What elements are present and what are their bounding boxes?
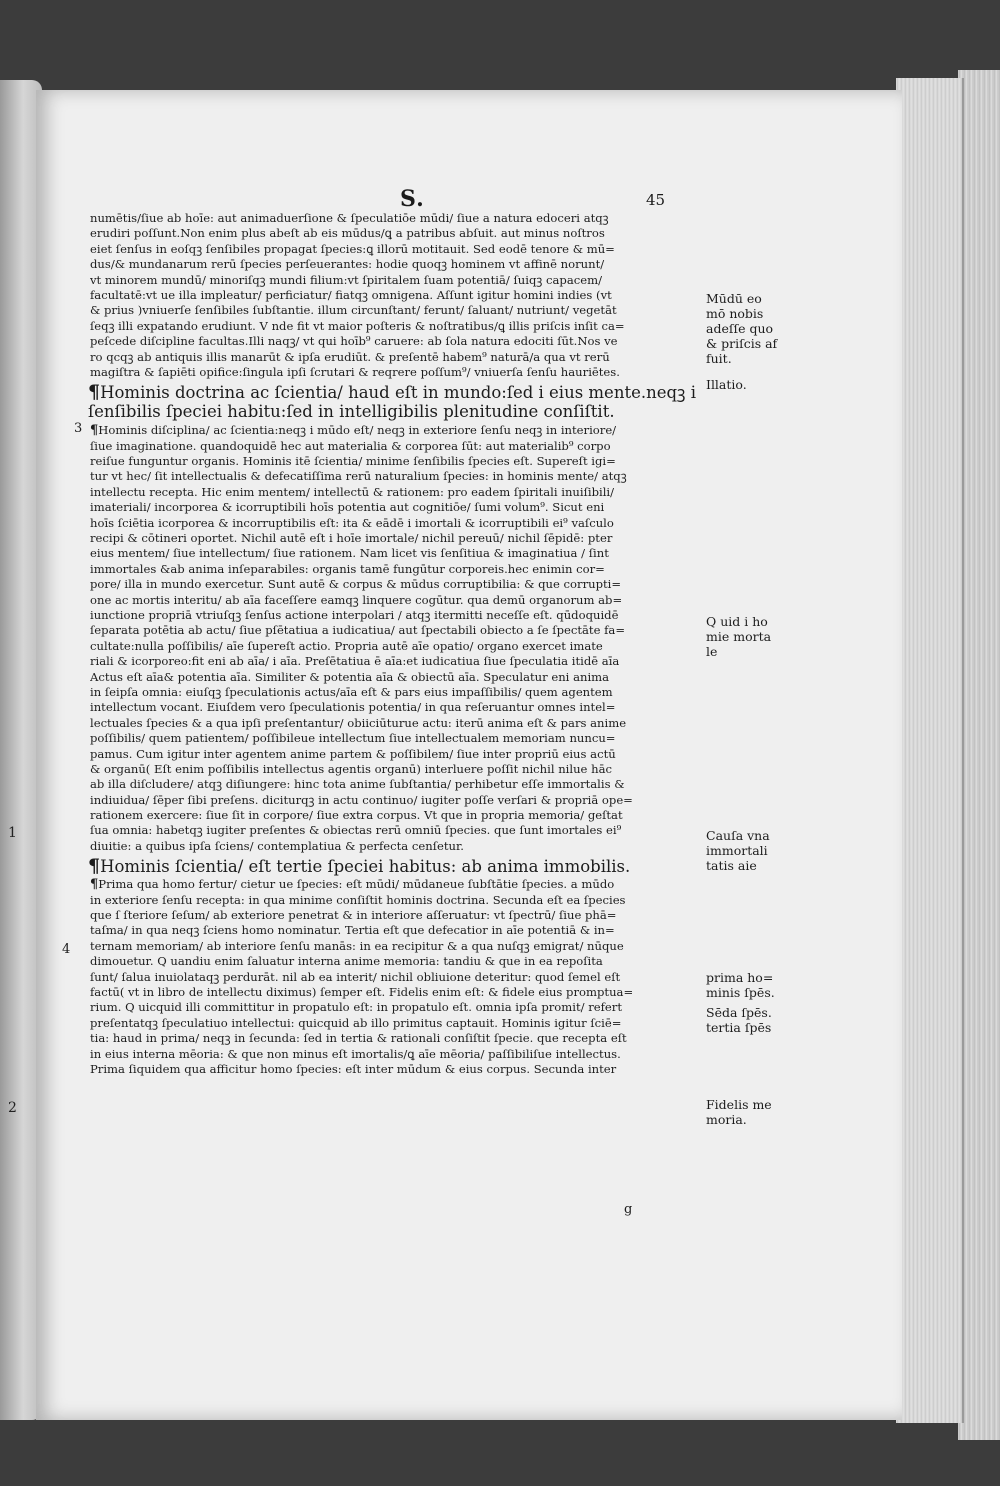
text-line: in exteriore ſenſu recepta: in qua minime conſiſtit hominis doctrina. Secunda eſt ea ſpecies xyxy=(90,892,626,907)
paragraph-1 xyxy=(90,211,710,380)
text-line: one ac mortis interitu/ ab aīa faceſſere eamqꝫ linquere cogūtur. qua demū organorum ab= xyxy=(90,592,623,607)
pilcrow-icon: ¶ xyxy=(90,423,99,439)
signature-mark: g xyxy=(624,1202,633,1217)
text-line: numētis/ſiue ab hoīe: aut animaduerſione & ſpeculatiōe mūdi/ ſiue a natura edoceri atqꝫ xyxy=(90,211,609,225)
text-line: recipi & cōtineri oportet. Nichil autē eſt i hoīe imortale/ nichil pereuū/ nichil ſēpidē: pter xyxy=(90,531,613,546)
text-line: peſcede diſcipline facultas.Illi naqꝫ/ vt qui hoīb⁹ caruere: ab ſola natura edociti ſūt.Nos ve xyxy=(90,334,618,349)
facing-page-mark: 1 xyxy=(8,825,17,841)
heading-line: Hominis ſcientia/ eſt tertie ſpeciei habitus: ab anima immobilis. xyxy=(100,857,631,877)
page-stack xyxy=(896,78,964,1423)
margin-line: mie morta xyxy=(706,629,772,644)
text-line: & organū( Eſt enim poſſibilis intellectus agentis organū) interluere poſſit nichil nilue hāc xyxy=(90,761,612,776)
text-line: vt minorem mundū/ minoriſqꝫ mundi filium:vt ſpiritalem ſuam potentiā/ ſuiqꝫ capacem/ xyxy=(90,272,602,287)
facing-page-mark: 2 xyxy=(8,1100,17,1116)
margin-note xyxy=(706,970,775,1035)
text-line: ſiue imaginatione. quandoquidē hec aut materialia & corporea ſūt: aut materialib⁹ corpo xyxy=(90,438,611,453)
text-line: tia: haud in prima/ neqꝫ in ſecunda: ſed in tertia & rationali conſiſtit ſpecie. que recepta eſt xyxy=(90,1031,627,1046)
pilcrow-icon: ¶ xyxy=(90,877,99,893)
margin-note xyxy=(706,291,777,366)
text-line: Prima qua homo fertur/ cietur ue ſpecies: eſt mūdi/ mūdaneue ſubſtātie ſpecies. a mūdo xyxy=(98,877,615,892)
text-line: preſentatqꝫ ſpeculatiuo intellectui: quicquid ab illo primitus captauit. Hominis igitur ſciē= xyxy=(90,1015,622,1030)
text-line: Actus eſt aīa& potentia aīa. Similiter & potentia aīa & obiectū aīa. Speculatur eni anima xyxy=(90,669,610,684)
text-line: eius mentem/ ſiue intellectum/ ſiue rationem. Nam licet vis ſenſitiua & imaginatiua / ſint xyxy=(90,546,609,561)
text-line: ſunt/ ſalua inuiolataqꝫ perdurāt. nil ab ea interit/ nichil obliuione deteritur: quod ſemel eſt xyxy=(90,969,621,984)
margin-note xyxy=(706,614,771,659)
text-line: cultate:nulla poſſibilis/ aīe ſupereſt actio. Propria autē aīe opatio/ organo exercet imate xyxy=(90,638,603,653)
text-line: tur vt hec/ ſit intellectualis & defecatiſſima rerū naturalium ſpecies: in hominis mente/ atqꝫ xyxy=(90,469,627,484)
margin-line: tertia ſpēs xyxy=(706,1020,772,1035)
text-line: erudiri poſſunt.Non enim plus abeſt ab eis mūdus/ꝗ a patribus abſuit. aut minus noſtros xyxy=(90,226,605,241)
margin-line: Cauſa vna xyxy=(706,828,770,843)
text-line: rium. Q uicquid illi committitur in propatulo eſt: in propatulo eſt. omnia ipſa promit/ refert xyxy=(90,1000,622,1015)
text-line: rationem exercere: ſiue ſit in corpore/ ſiue extra corpus. Vt que in propria memoria/ geſtat xyxy=(90,808,623,823)
margin-line: moria. xyxy=(706,1112,747,1127)
margin-line: Fidelis me xyxy=(706,1097,772,1112)
margin-note xyxy=(706,377,747,392)
text-line: imateriali/ incorporea & icorruptibili hoīs potentia aut cognitiōe/ ſumi volum⁹. Sicut eni xyxy=(90,500,605,515)
section-number: 3 xyxy=(74,421,83,436)
margin-line: Illatio. xyxy=(706,377,747,392)
margin-line: Sēda ſpēs. xyxy=(706,1005,772,1020)
margin-line: fuit. xyxy=(706,351,732,366)
book-fore-edge xyxy=(958,70,1000,1440)
margin-line: mō nobis xyxy=(706,306,764,321)
text-line: ternam memoriam/ ab interiore ſenſu manās: in ea recipitur & a qua nuſqꝫ emigrat/ nūque xyxy=(90,938,624,953)
main-text xyxy=(90,211,710,1077)
text-line: diuitie: a quibus ipſa ſciens/ contemplatiua & perfecta cenſetur. xyxy=(90,838,464,853)
margin-line: le xyxy=(706,644,718,659)
text-line: eiet ſenſus in eoſqꝫ ſenſibiles propagat ſpecies:ꝗ illorū motitauit. Sed eodē tenore & mū= xyxy=(90,241,615,256)
text-line: intellectum vocant. Eiuſdem vero ſpeculationis potentia/ in qua reſeruantur omnes intel= xyxy=(90,700,616,715)
text-line: intellectu recepta. Hic enim mentem/ intellectū & rationem: pro eadem ſpiritali inuiſibili/ xyxy=(90,484,615,499)
text-line: ſeqꝫ illi expatando erudiunt. V nde fit vt maior poſteris & noſtratibus/ꝗ illis priſcis inſit ca= xyxy=(90,318,625,333)
section-number: 4 xyxy=(62,942,71,957)
text-line: dimouetur. Q uandiu enim ſaluatur interna anime memoria: tandiu & que in ea repoſita xyxy=(90,954,603,969)
paragraph-3 xyxy=(90,877,710,1077)
text-line: hoīs ſciētia icorporea & incorruptibilis eſt: ita & eādē i imortali & icorruptibili ei⁹ vaſculo xyxy=(90,515,614,530)
text-line: in ſeipſa omnia: eiuſqꝫ ſpeculationis actus/aīa eſt & pars eius impaſſibilis/ quem agentem xyxy=(90,684,613,699)
margin-line: prima ho= xyxy=(706,970,774,985)
text-line: indiuidua/ ſēper ſibi preſens. diciturqꝫ in actu continuo/ iugiter poſſe verſari & propriā ope= xyxy=(90,792,633,807)
heading-line: Hominis doctrina ac ſcientia/ haud eſt in mundo:ſed i eius mente.neqꝫ i xyxy=(100,383,696,403)
text-line: que ſ ſteriore ſeſum/ ab exteriore penetrat & in interiore aſſeruatur: vt ſpectrū/ ſiue phā= xyxy=(90,908,617,923)
text-line: facultatē:vt ue illa impleatur/ perficiatur/ fiatqꝫ omnigena. Aſſunt igitur homini indies (vt xyxy=(90,287,612,302)
text-line: taſma/ in qua neqꝫ ſciens homo nominatur. Tertia eſt que defecatior in aīe potentiā & in= xyxy=(90,923,615,938)
pilcrow-icon: ¶ xyxy=(88,382,101,403)
running-head: S. xyxy=(400,186,425,212)
margin-line: tatis aie xyxy=(706,858,757,873)
section-heading-3 xyxy=(88,382,710,422)
section-heading-4 xyxy=(88,856,710,876)
text-line: ſua omnia: habetqꝫ iugiter preſentes & obiectas rerū omniū ſpecies. que ſunt imortales ei⁹ xyxy=(90,823,622,838)
text-line: Hominis diſciplina/ ac ſcientia:neqꝫ i mūdo eſt/ neqꝫ in exteriore ſenſu neqꝫ in interiore/ xyxy=(98,423,617,438)
text-line: pore/ illa in mundo exercetur. Sunt autē & corpus & mūdus corruptibilia: & que corrupti= xyxy=(90,577,622,592)
margin-line: Mūdū eo xyxy=(706,291,762,306)
text-line: pamus. Cum igitur inter agentem anime partem & poſſibilem/ ſiue inter propriū eius actū xyxy=(90,746,616,761)
text-line: poſſibilis/ quem patientem/ poſſibileue intellectum ſiue intellectualem memoriam nuncu= xyxy=(90,731,616,746)
text-line: factū( vt in libro de intellectu diximus) ſemper eſt. Fidelis enim eſt: & fidele eius promptua= xyxy=(90,984,634,999)
text-line: Prima ſiquidem qua afficitur homo ſpecies: eſt inter mūdum & eius corpus. Secunda inter xyxy=(90,1061,617,1076)
text-line: lectuales ſpecies & a qua ipſi preſentantur/ obiiciūturue actu: iterū anima eſt & pars anime xyxy=(90,715,627,730)
text-line: riali & icorporeo:fit eni ab aīa/ i aīa. Preſētatiua ē aīa:et iudicatiua ſiue ſpeculatia itidē aīa xyxy=(90,654,620,669)
text-line: ro qcqꝫ ab antiquis illis manarūt & ipſa erudiūt. & preſentē habem⁹ naturā/a qua vt rerū xyxy=(90,349,610,364)
text-line: ſeparata potētia ab actu/ ſiue pſētatiua a iudicatiua/ aut ſpectabili obiecto a ſe ſpectāte fa= xyxy=(90,623,626,638)
margin-note xyxy=(706,828,770,873)
text-line: ab illa diſcludere/ atqꝫ diſiungere: hinc tota anime ſubſtantia/ perhibetur eſſe immortalis & xyxy=(90,777,625,792)
margin-line: Q uid i ho xyxy=(706,614,768,629)
folio-number: 45 xyxy=(646,191,666,209)
text-line: dus/& mundanarum rerū ſpecies perſeuerantes: hodie quoqꝫ hominem vt affinē norunt/ xyxy=(90,257,605,272)
margin-line: adeſſe quo xyxy=(706,321,774,336)
margin-note xyxy=(706,1097,772,1127)
margin-line: immortali xyxy=(706,843,768,858)
margin-line: & priſcis af xyxy=(706,336,778,351)
text-line: reiſue funguntur organis. Hominis itē ſcientia/ minime ſenſibilis ſpecies eſt. Supereſt igi= xyxy=(90,454,616,469)
text-line: iunctione propriā vtriuſqꝫ ſenſus actione interpolari / atqꝫ itermitti neceſſe eſt. qūdoquidē xyxy=(90,607,619,622)
paragraph-2 xyxy=(90,423,710,854)
text-line: in eius interna mēoria: & que non minus eſt imortalis/ꝗ aīe mēoria/ paſſibiliſue intellectus. xyxy=(90,1046,621,1061)
heading-line: ſenſibilis ſpeciei habitu:ſed in intelligibilis plenitudine conſiſtit. xyxy=(88,402,615,422)
text-line: & prius )vniuerſe ſenſibiles ſubſtantie. illum circunſtant/ ferunt/ ſaluant/ nutriunt/ vegetāt xyxy=(90,303,617,318)
text-line: immortales &ab anima inſeparabiles: organis tamē fungūtur corporeis.hec enimin cor= xyxy=(90,561,605,576)
pilcrow-icon: ¶ xyxy=(88,856,101,877)
margin-line: minis ſpēs. xyxy=(706,985,775,1000)
text-line: magiſtra & ſapiēti opifice:ſingula ipſi ſcrutari & reqrere poſſum⁹/ vniuerſa ſenſu hauriētes. xyxy=(90,364,620,379)
